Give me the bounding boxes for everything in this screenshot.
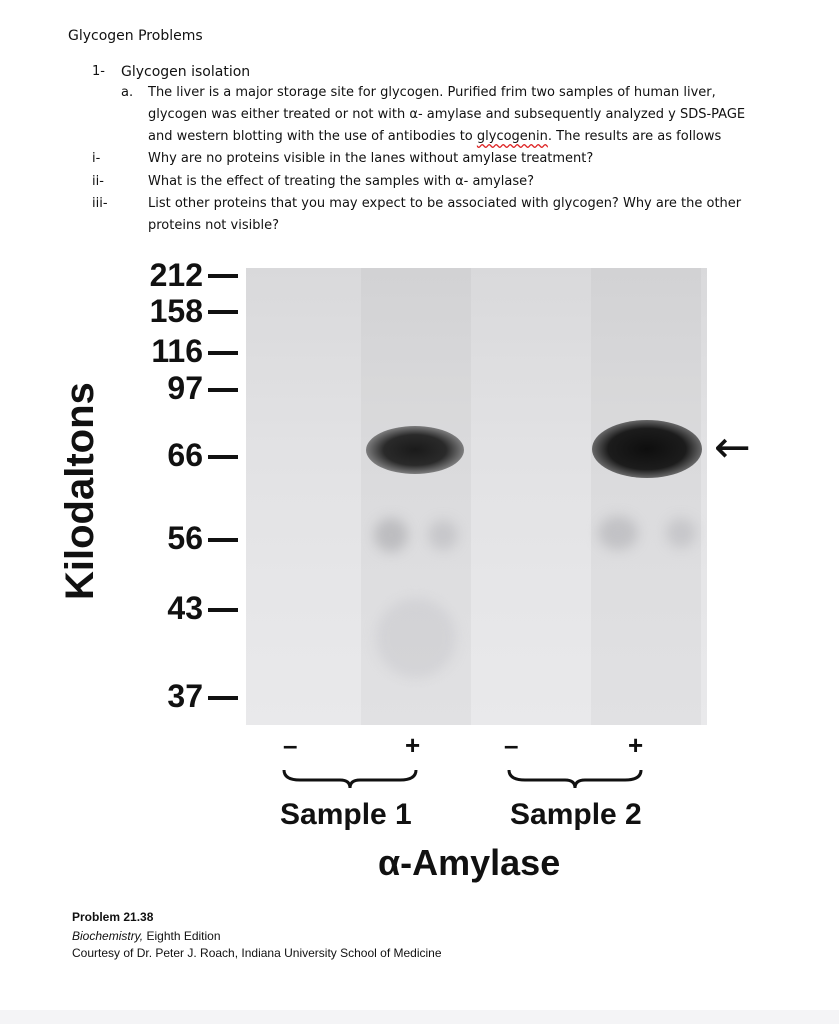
smear-sample1-lower [376, 598, 456, 678]
smear-sample2-b [666, 518, 696, 548]
smear-sample1 [374, 518, 408, 552]
paragraph-line-1: The liver is a major storage site for glycogen. Purified frim two samples of human liver, [148, 85, 716, 100]
paragraph-line-2: glycogen was either treated or not with α- amylase and subsequently analyzed y SDS-PAGE [148, 107, 746, 122]
band-sample2-66kda [592, 420, 702, 478]
question-3-text: List other proteins that you may expect to be associated with glycogen? Why are the other [148, 196, 742, 211]
glycogenin-word: glycogenin [476, 129, 548, 144]
paragraph-line-3 [148, 129, 721, 145]
marker-tick [208, 274, 238, 278]
band-sample1-66kda [366, 426, 464, 474]
brace-sample2-icon [505, 766, 645, 792]
marker-tick [208, 696, 238, 700]
problem-number: Problem 21.38 [72, 910, 154, 924]
book-edition: Eighth Edition [143, 929, 221, 943]
question-1-text: Why are no proteins visible in the lanes without amylase treatment? [148, 151, 594, 166]
sample-1-label: Sample 1 [280, 798, 412, 831]
western-blot-gel [246, 268, 707, 725]
credit-line: Courtesy of Dr. Peter J. Roach, Indiana University School of Medicine [72, 946, 442, 960]
lane-sign-1: – [283, 730, 298, 760]
lane-sample2-plus [591, 268, 701, 725]
lane-sign-4: + [628, 730, 644, 760]
book-citation [72, 929, 221, 943]
marker-56: 56 [167, 520, 203, 556]
marker-tick [208, 310, 238, 314]
page-bottom-strip [0, 1010, 839, 1024]
lane-sign-3: – [504, 730, 519, 760]
y-axis-title: Kilodaltons [58, 382, 102, 600]
document-title: Glycogen Problems [68, 28, 203, 44]
item-number: 1- [92, 64, 105, 79]
marker-tick [208, 455, 238, 459]
question-1-number: i- [92, 151, 101, 166]
marker-43: 43 [167, 590, 203, 626]
marker-tick [208, 608, 238, 612]
marker-tick [208, 538, 238, 542]
marker-158: 158 [149, 293, 203, 329]
question-2-text: What is the effect of treating the samples with α- amylase? [148, 174, 535, 189]
question-3-continued: proteins not visible? [148, 218, 279, 233]
lane-sign-2: + [405, 730, 421, 760]
marker-97: 97 [167, 370, 203, 406]
paragraph-line-3-start: and western blotting with the use of antibodies to [148, 129, 477, 144]
marker-tick [208, 388, 238, 392]
item-title: Glycogen isolation [121, 64, 251, 80]
sample-2-label: Sample 2 [510, 798, 642, 831]
book-title: Biochemistry, [72, 929, 144, 943]
question-2-number: ii- [92, 174, 104, 189]
part-letter: a. [121, 85, 134, 100]
brace-sample1-icon [280, 766, 420, 792]
marker-66: 66 [167, 437, 203, 473]
marker-212: 212 [149, 257, 203, 293]
treatment-label: α-Amylase [378, 842, 561, 883]
band-arrow-icon: ← [714, 422, 751, 473]
smear-sample1-b [428, 520, 458, 550]
paragraph-line-3-end: . The results are as follows [547, 129, 722, 144]
marker-tick [208, 351, 238, 355]
marker-116: 116 [151, 333, 203, 369]
question-3-number: iii- [92, 196, 108, 211]
smear-sample2 [598, 516, 638, 550]
marker-37: 37 [167, 678, 203, 714]
